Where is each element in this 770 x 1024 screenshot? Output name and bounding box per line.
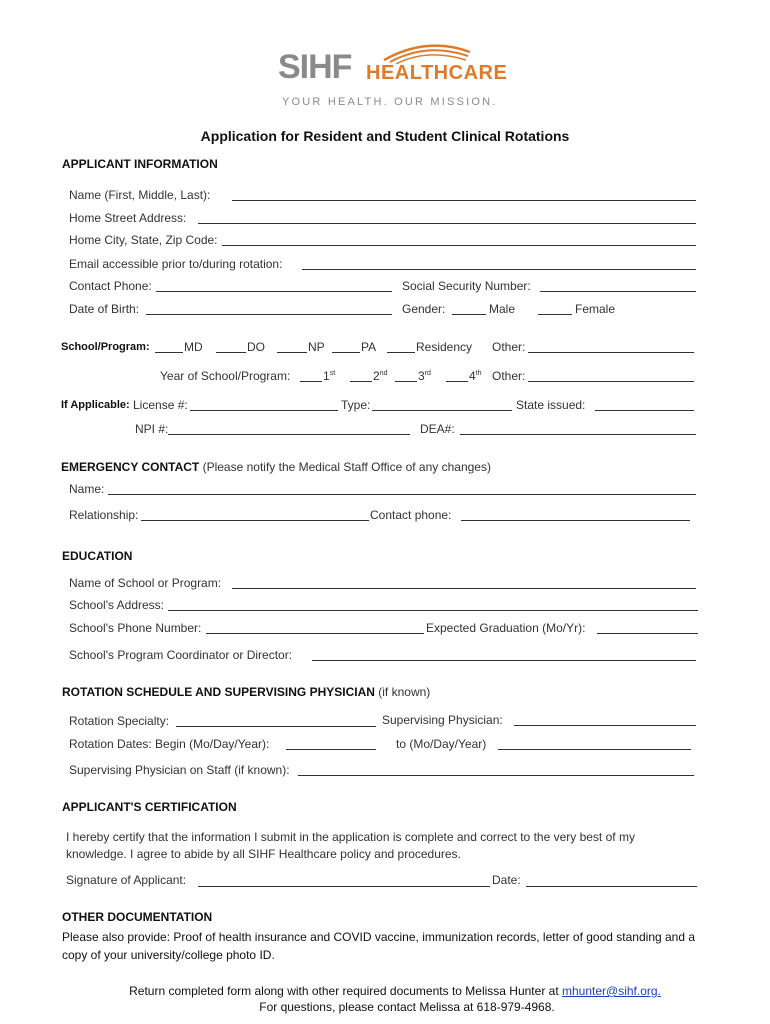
rotation-heading-note: (if known) [378, 685, 431, 699]
program-other-field[interactable] [528, 352, 694, 353]
female-blank[interactable] [538, 314, 572, 315]
logo [278, 38, 508, 114]
dea-label: DEA#: [420, 422, 455, 436]
year4-label: 4th [469, 369, 482, 383]
city-field[interactable] [222, 245, 696, 246]
school-phone-label: School's Phone Number: [69, 621, 202, 635]
pa-blank[interactable] [332, 352, 360, 353]
gender-label: Gender: [402, 302, 446, 316]
male-blank[interactable] [452, 314, 486, 315]
rotation-heading-title: ROTATION SCHEDULE AND SUPERVISING PHYSICIAN [62, 685, 375, 699]
logo-healthcare: HEALTHCARE [366, 62, 508, 84]
logo-arcs-icon [382, 38, 472, 64]
np-label: NP [308, 340, 325, 354]
supervising-field[interactable] [514, 725, 696, 726]
type-label: Type: [341, 398, 371, 412]
if-applicable-label: If Applicable: [61, 399, 130, 411]
school-address-label: School's Address: [69, 598, 165, 612]
dates-begin-field[interactable] [286, 749, 376, 750]
cert-date-label: Date: [492, 873, 521, 887]
residency-label: Residency [416, 340, 473, 354]
year-other-field[interactable] [528, 381, 694, 382]
program-label: School/Program: [61, 341, 150, 353]
city-label: Home City, State, Zip Code: [69, 233, 218, 247]
emergency-name-label: Name: [69, 482, 105, 496]
male-label: Male [489, 302, 516, 316]
year3-blank[interactable] [395, 381, 417, 382]
ssn-field[interactable] [540, 291, 696, 292]
emergency-phone-label: Contact phone: [370, 508, 452, 522]
emergency-heading-title: EMERGENCY CONTACT [61, 460, 200, 474]
logo-tagline: YOUR HEALTH. OUR MISSION. [282, 96, 498, 108]
year-other-label: Other: [492, 369, 526, 383]
dates-to-field[interactable] [498, 749, 691, 750]
other-docs-line2: copy of your university/college photo ID. [62, 948, 275, 962]
footer-email-link[interactable]: mhunter@sihf.org. [562, 984, 661, 998]
emergency-note: (Please notify the Medical Staff Office of any changes) [202, 460, 491, 474]
pa-label: PA [361, 340, 377, 354]
state-issued-field[interactable] [595, 410, 694, 411]
md-blank[interactable] [155, 352, 183, 353]
expected-grad-label: Expected Graduation (Mo/Yr): [426, 621, 586, 635]
year2-label: 2nd [373, 369, 388, 383]
residency-blank[interactable] [387, 352, 415, 353]
ssn-label: Social Security Number: [402, 279, 531, 293]
program-other-label: Other: [492, 340, 526, 354]
name-field[interactable] [232, 200, 696, 201]
female-label: Female [575, 302, 616, 316]
coordinator-label: School's Program Coordinator or Director: [69, 648, 293, 662]
signature-field[interactable] [198, 886, 490, 887]
school-phone-field[interactable] [206, 633, 424, 634]
dob-field[interactable] [146, 314, 392, 315]
applicant-heading: APPLICANT INFORMATION [62, 157, 218, 171]
certification-line1: I hereby certify that the information I submit in the application is complete and correct to the very best of my [66, 830, 635, 844]
year4-blank[interactable] [446, 381, 468, 382]
year3-label: 3rd [418, 369, 431, 383]
year-label: Year of School/Program: [160, 369, 291, 383]
street-label: Home Street Address: [69, 211, 187, 225]
do-label: DO [247, 340, 265, 354]
certification-heading: APPLICANT'S CERTIFICATION [62, 800, 237, 814]
education-heading: EDUCATION [62, 549, 133, 563]
cert-date-field[interactable] [526, 886, 697, 887]
street-field[interactable] [198, 223, 696, 224]
phone-label: Contact Phone: [69, 279, 152, 293]
phone-field[interactable] [156, 291, 392, 292]
footer-return-text: Return completed form along with other required documents to Melissa Hunter at [129, 984, 559, 998]
emergency-heading [61, 460, 491, 474]
do-blank[interactable] [216, 352, 246, 353]
school-address-field[interactable] [168, 610, 698, 611]
on-staff-field[interactable] [298, 775, 694, 776]
rotation-heading [62, 685, 430, 699]
school-name-label: Name of School or Program: [69, 576, 222, 590]
supervising-label: Supervising Physician: [382, 713, 503, 727]
specialty-label: Rotation Specialty: [69, 714, 170, 728]
dates-begin-label: Rotation Dates: Begin (Mo/Day/Year): [69, 737, 270, 751]
page-title: Application for Resident and Student Clinical Rotations [200, 128, 570, 144]
np-blank[interactable] [277, 352, 307, 353]
other-docs-heading: OTHER DOCUMENTATION [62, 910, 213, 924]
signature-label: Signature of Applicant: [66, 873, 187, 887]
certification-line2: knowledge. I agree to abide by all SIHF Healthcare policy and procedures. [66, 847, 461, 861]
name-label: Name (First, Middle, Last): [69, 188, 211, 202]
footer-return [0, 984, 770, 998]
email-field[interactable] [302, 269, 696, 270]
dob-label: Date of Birth: [69, 302, 140, 316]
year2-blank[interactable] [350, 381, 372, 382]
on-staff-label: Supervising Physician on Staff (if known): [69, 763, 290, 777]
state-issued-label: State issued: [516, 398, 586, 412]
school-name-field[interactable] [232, 588, 696, 589]
relationship-label: Relationship: [69, 508, 139, 522]
emergency-name-field[interactable] [108, 494, 696, 495]
emergency-phone-field[interactable] [461, 520, 690, 521]
npi-field[interactable] [168, 434, 410, 435]
year1-blank[interactable] [300, 381, 322, 382]
logo-sihf: SIHF [278, 48, 352, 86]
relationship-field[interactable] [141, 520, 369, 521]
specialty-field[interactable] [176, 726, 376, 727]
license-label: License #: [133, 398, 188, 412]
footer-questions: For questions, please contact Melissa at 618-979-4968. [259, 1000, 555, 1014]
other-docs-line1: Please also provide: Proof of health insurance and COVID vaccine, immunization records, letter of good standing and a [62, 930, 696, 944]
md-label: MD [184, 340, 203, 354]
expected-grad-field[interactable] [597, 633, 698, 634]
email-label: Email accessible prior to/during rotation: [69, 257, 283, 271]
npi-label: NPI #: [135, 422, 169, 436]
year1-label: 1st [323, 369, 336, 383]
license-field[interactable] [190, 410, 338, 411]
dea-field[interactable] [460, 434, 696, 435]
dates-to-label: to (Mo/Day/Year) [396, 737, 487, 751]
coordinator-field[interactable] [312, 660, 696, 661]
type-field[interactable] [372, 410, 512, 411]
